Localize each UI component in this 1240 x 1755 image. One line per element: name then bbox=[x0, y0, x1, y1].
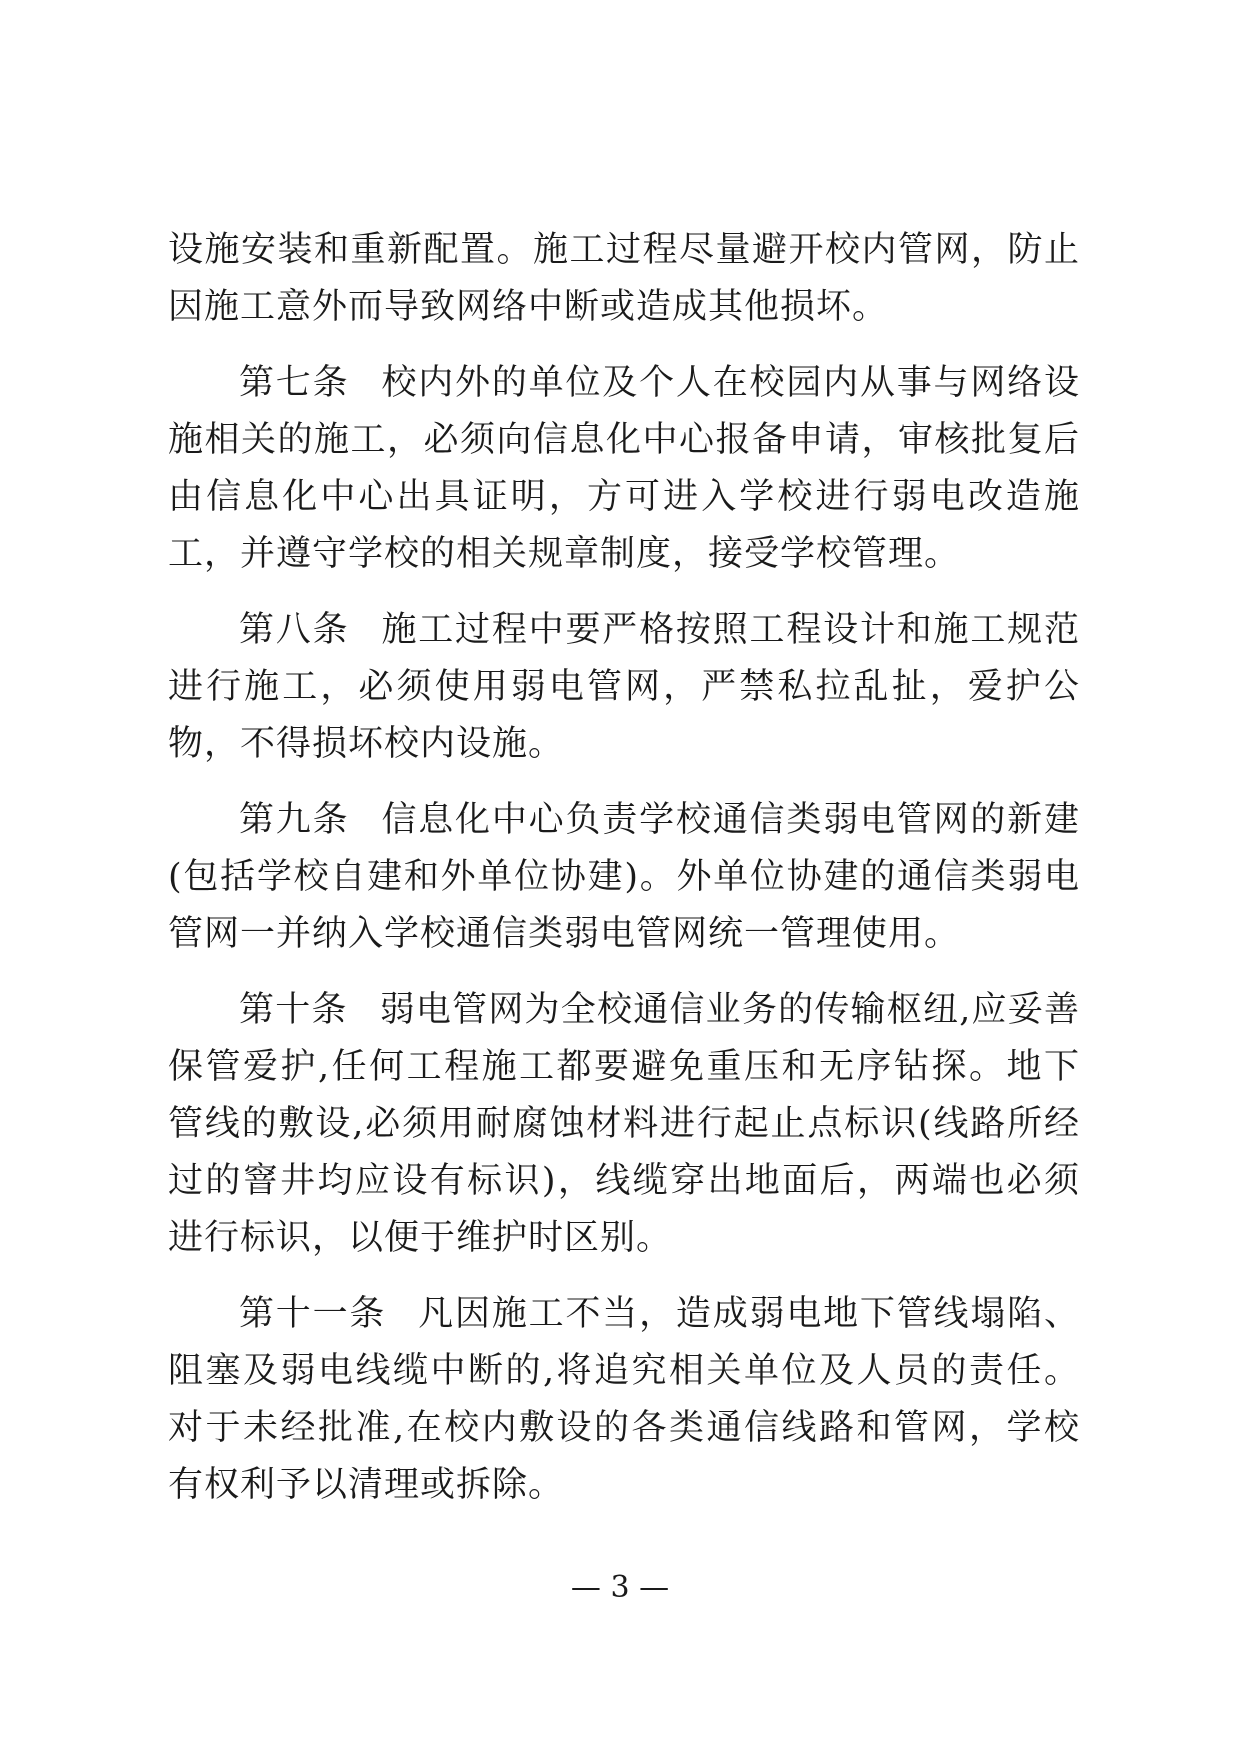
article-10 bbox=[168, 982, 1080, 1267]
article-number: 第十条 bbox=[239, 990, 348, 1030]
article-number: 第十一条 bbox=[239, 1294, 387, 1334]
continuation-paragraph: 设施安装和重新配置。施工过程尽量避开校内管网，防止因施工意外而导致网络中断或造成其他损坏。 bbox=[168, 230, 1080, 327]
article-number: 第九条 bbox=[239, 800, 350, 840]
article-text: 弱电管网为全校通信业务的传输枢纽,应妥善保管爱护,任何工程施工都要避免重压和无序钻探。地下管线的敷设,必须用耐腐蚀材料进行起止点标识(线路所经过的窨井均应设有标识)，线缆穿出地面后，两端也必须进行标识，以便于维护时区别。 bbox=[168, 990, 1080, 1258]
article-8 bbox=[168, 602, 1080, 773]
article-11 bbox=[168, 1286, 1080, 1514]
page-number: — 3 — bbox=[570, 1570, 670, 1605]
article-text: 凡因施工不当，造成弱电地下管线塌陷、阻塞及弱电线缆中断的,将追究相关单位及人员的责任。对于未经批准,在校内敷设的各类通信线路和管网，学校有权利予以清理或拆除。 bbox=[168, 1294, 1080, 1505]
article-number: 第八条 bbox=[239, 610, 350, 650]
article-text: 校内外的单位及个人在校园内从事与网络设施相关的施工，必须向信息化中心报备申请，审核批复后由信息化中心出具证明，方可进入学校进行弱电改造施工，并遵守学校的相关规章制度，接受学校管理。 bbox=[168, 363, 1080, 574]
article-text: 信息化中心负责学校通信类弱电管网的新建(包括学校自建和外单位协建)。外单位协建的通信类弱电管网一并纳入学校通信类弱电管网统一管理使用。 bbox=[168, 800, 1080, 954]
article-7 bbox=[168, 355, 1080, 583]
article-number: 第七条 bbox=[239, 363, 350, 403]
document-body bbox=[168, 222, 1080, 1514]
article-text: 施工过程中要严格按照工程设计和施工规范进行施工，必须使用弱电管网，严禁私拉乱扯，爱护公物，不得损坏校内设施。 bbox=[168, 610, 1080, 764]
article-9 bbox=[168, 792, 1080, 963]
